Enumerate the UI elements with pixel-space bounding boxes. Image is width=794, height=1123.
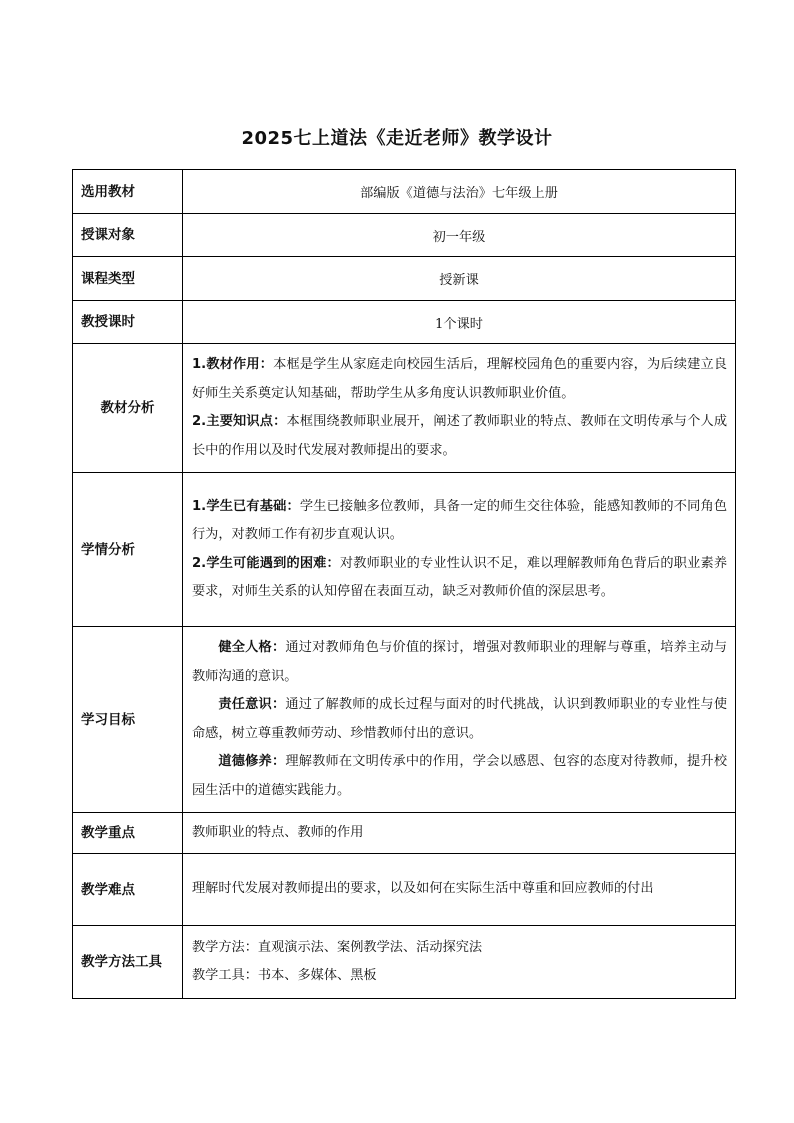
list-item: 1.教材作用：本框是学生从家庭走向校园生活后，理解校园角色的重要内容，为后续建立良好师生关系奠定认知基础，帮助学生从多角度认识教师职业价值。 bbox=[192, 357, 727, 401]
row-course-type bbox=[73, 257, 736, 301]
row-label: 教学难点 bbox=[73, 854, 183, 926]
row-content bbox=[183, 926, 736, 999]
list-item: 1.学生已有基础：学生已接触多位教师，具备一定的师生交往体验，能感知教师的不同角色行为，对教师工作有初步直观认识。 bbox=[192, 498, 728, 542]
row-value: 教师职业的特点、教师的作用 bbox=[183, 813, 736, 854]
row-content bbox=[183, 473, 736, 627]
row-audience bbox=[73, 214, 736, 257]
row-value: 授新课 bbox=[183, 257, 736, 301]
list-item: 2.主要知识点：本框围绕教师职业展开，阐述了教师职业的特点、教师在文明传承与个人成长中的作用以及时代发展对教师提出的要求。 bbox=[192, 414, 728, 458]
row-label: 选用教材 bbox=[73, 170, 183, 214]
row-textbook bbox=[73, 170, 736, 214]
lesson-plan-table bbox=[72, 169, 736, 999]
row-material-analysis bbox=[73, 344, 736, 473]
row-methods bbox=[73, 926, 736, 999]
row-value: 部编版《道德与法治》七年级上册 bbox=[183, 170, 736, 214]
row-content bbox=[183, 344, 736, 473]
row-value: 理解时代发展对教师提出的要求，以及如何在实际生活中尊重和回应教师的付出 bbox=[183, 854, 736, 926]
list-item: 教学方法：直观演示法、案例教学法、活动探究法 bbox=[192, 939, 483, 955]
row-hours bbox=[73, 301, 736, 344]
row-value: 1个课时 bbox=[183, 301, 736, 344]
list-item: 教学工具：书本、多媒体、黑板 bbox=[192, 968, 377, 983]
row-label: 教授课时 bbox=[73, 301, 183, 344]
row-label: 教材分析 bbox=[73, 344, 183, 473]
row-label: 学习目标 bbox=[73, 627, 183, 813]
row-label: 教学重点 bbox=[73, 813, 183, 854]
list-item: 健全人格：通过对教师角色与价值的探讨，增强对教师职业的理解与尊重，培养主动与教师沟通的意识。 bbox=[192, 640, 728, 684]
row-label: 授课对象 bbox=[73, 214, 183, 257]
row-student-analysis bbox=[73, 473, 736, 627]
row-label: 学情分析 bbox=[73, 473, 183, 627]
row-content bbox=[183, 627, 736, 813]
row-label: 课程类型 bbox=[73, 257, 183, 301]
row-label: 教学方法工具 bbox=[73, 926, 183, 999]
list-item: 2.学生可能遇到的困难：对教师职业的专业性认识不足，难以理解教师角色背后的职业素养要求，对师生关系的认知停留在表面互动，缺乏对教师价值的深层思考。 bbox=[192, 555, 728, 599]
list-item: 道德修养：理解教师在文明传承中的作用，学会以感恩、包容的态度对待教师，提升校园生活中的道德实践能力。 bbox=[192, 754, 728, 798]
row-key-points bbox=[73, 813, 736, 854]
list-item: 责任意识：通过了解教师的成长过程与面对的时代挑战，认识到教师职业的专业性与使命感，树立尊重教师劳动、珍惜教师付出的意识。 bbox=[192, 697, 728, 741]
row-value: 初一年级 bbox=[183, 214, 736, 257]
row-learning-goals bbox=[73, 627, 736, 813]
page-title: 2025七上道法《走近老师》教学设计 bbox=[241, 128, 553, 149]
row-difficulties bbox=[73, 854, 736, 926]
